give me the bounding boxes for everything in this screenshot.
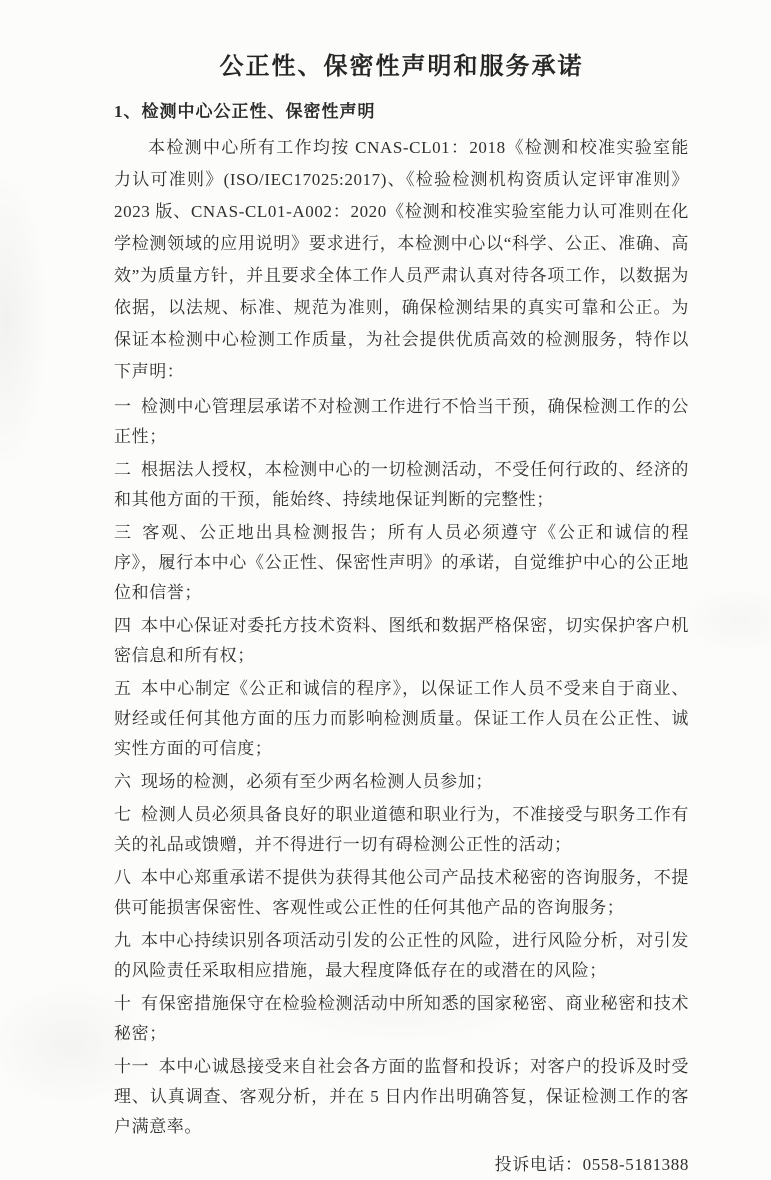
intro-paragraph: 本检测中心所有工作均按 CNAS-CL01：2018《检测和校准实验室能力认可准则》(ISO/IEC17025:2017)、《检验检测机构资质认定评审准则》 2023 版、CNAS-CL01-A002：2020《检测和校准实验室能力认可准则在化学检测领域的应用说明》要求进行，本检测中心以“科学、公正、准确、高效”为质量方针，并且要求全体工作人员严肃认真对待各项工作，以数据为依据，以法规、标准、规范为准则，确保检测结果的真实可靠和公正。为保证本检测中心检测工作质量，为社会提供优质高效的检测服务，特作以下声明： (114, 138, 689, 381)
declaration-item-8 (114, 863, 689, 923)
item-number: 四 (114, 616, 132, 635)
item-text: 根据法人授权，本检测中心的一切检测活动，不受任何行政的、经济的和其他方面的干预，能始终、持续地保证判断的完整性； (114, 460, 689, 509)
declaration-item-4 (114, 611, 689, 671)
declaration-item-5 (114, 674, 689, 764)
item-number: 七 (114, 805, 132, 824)
declaration-item-11 (114, 1052, 689, 1142)
declaration-item-7 (114, 800, 689, 860)
declaration-item-6 (114, 767, 689, 797)
item-number: 八 (114, 868, 132, 887)
item-number: 二 (114, 460, 132, 479)
item-number: 三 (114, 523, 133, 542)
item-text: 本中心郑重承诺不提供为获得其他公司产品技术秘密的咨询服务，不提供可能损害保密性、客观性或公正性的任何其他产品的咨询服务； (114, 868, 689, 917)
item-text: 本中心制定《公正和诚信的程序》，以保证工作人员不受来自于商业、财经或任何其他方面的压力而影响检测质量。保证工作人员在公正性、诚实性方面的可信度； (114, 679, 689, 758)
item-text: 本中心保证对委托方技术资料、图纸和数据严格保密，切实保护客户机密信息和所有权； (114, 616, 689, 665)
item-text: 现场的检测，必须有至少两名检测人员参加； (140, 772, 493, 791)
declaration-item-10 (114, 989, 689, 1049)
document-title: 公正性、保密性声明和服务承诺 (219, 54, 584, 80)
item-number: 一 (114, 397, 132, 416)
item-text: 本中心诚恳接受来自社会各方面的监督和投诉；对客户的投诉及时受理、认真调查、客观分析，并在 5 日内作出明确答复，保证检测工作的客户满意率。 (114, 1057, 689, 1136)
declaration-item-3 (114, 518, 689, 608)
item-number: 九 (114, 931, 132, 950)
item-text: 检测中心管理层承诺不对检测工作进行不恰当干预，确保检测工作的公正性； (114, 397, 689, 446)
declaration-item-9 (114, 926, 689, 986)
item-text: 客观、公正地出具检测报告；所有人员必须遵守《公正和诚信的程序》，履行本中心《公正性、保密性声明》的承诺，自觉维护中心的公正地位和信誉； (114, 523, 689, 602)
section-heading: 1、检测中心公正性、保密性声明 (114, 102, 376, 121)
item-number: 十 (114, 994, 132, 1013)
item-text: 有保密措施保守在检验检测活动中所知悉的国家秘密、商业秘密和技术秘密； (114, 994, 689, 1043)
item-text: 检测人员必须具备良好的职业道德和职业行为，不准接受与职务工作有关的礼品或馈赠，并不得进行一切有碍检测公正性的活动； (114, 805, 689, 854)
declaration-item-1 (114, 392, 689, 452)
item-text: 本中心持续识别各项活动引发的公正性的风险，进行风险分析，对引发的风险责任采取相应措施，最大程度降低存在的或潜在的风险； (114, 931, 689, 980)
declaration-item-2 (114, 455, 689, 515)
item-number: 五 (114, 679, 132, 698)
item-number: 十一 (114, 1057, 150, 1076)
complaint-phone: 投诉电话：0558-5181388 (494, 1155, 689, 1174)
item-number: 六 (114, 772, 132, 791)
